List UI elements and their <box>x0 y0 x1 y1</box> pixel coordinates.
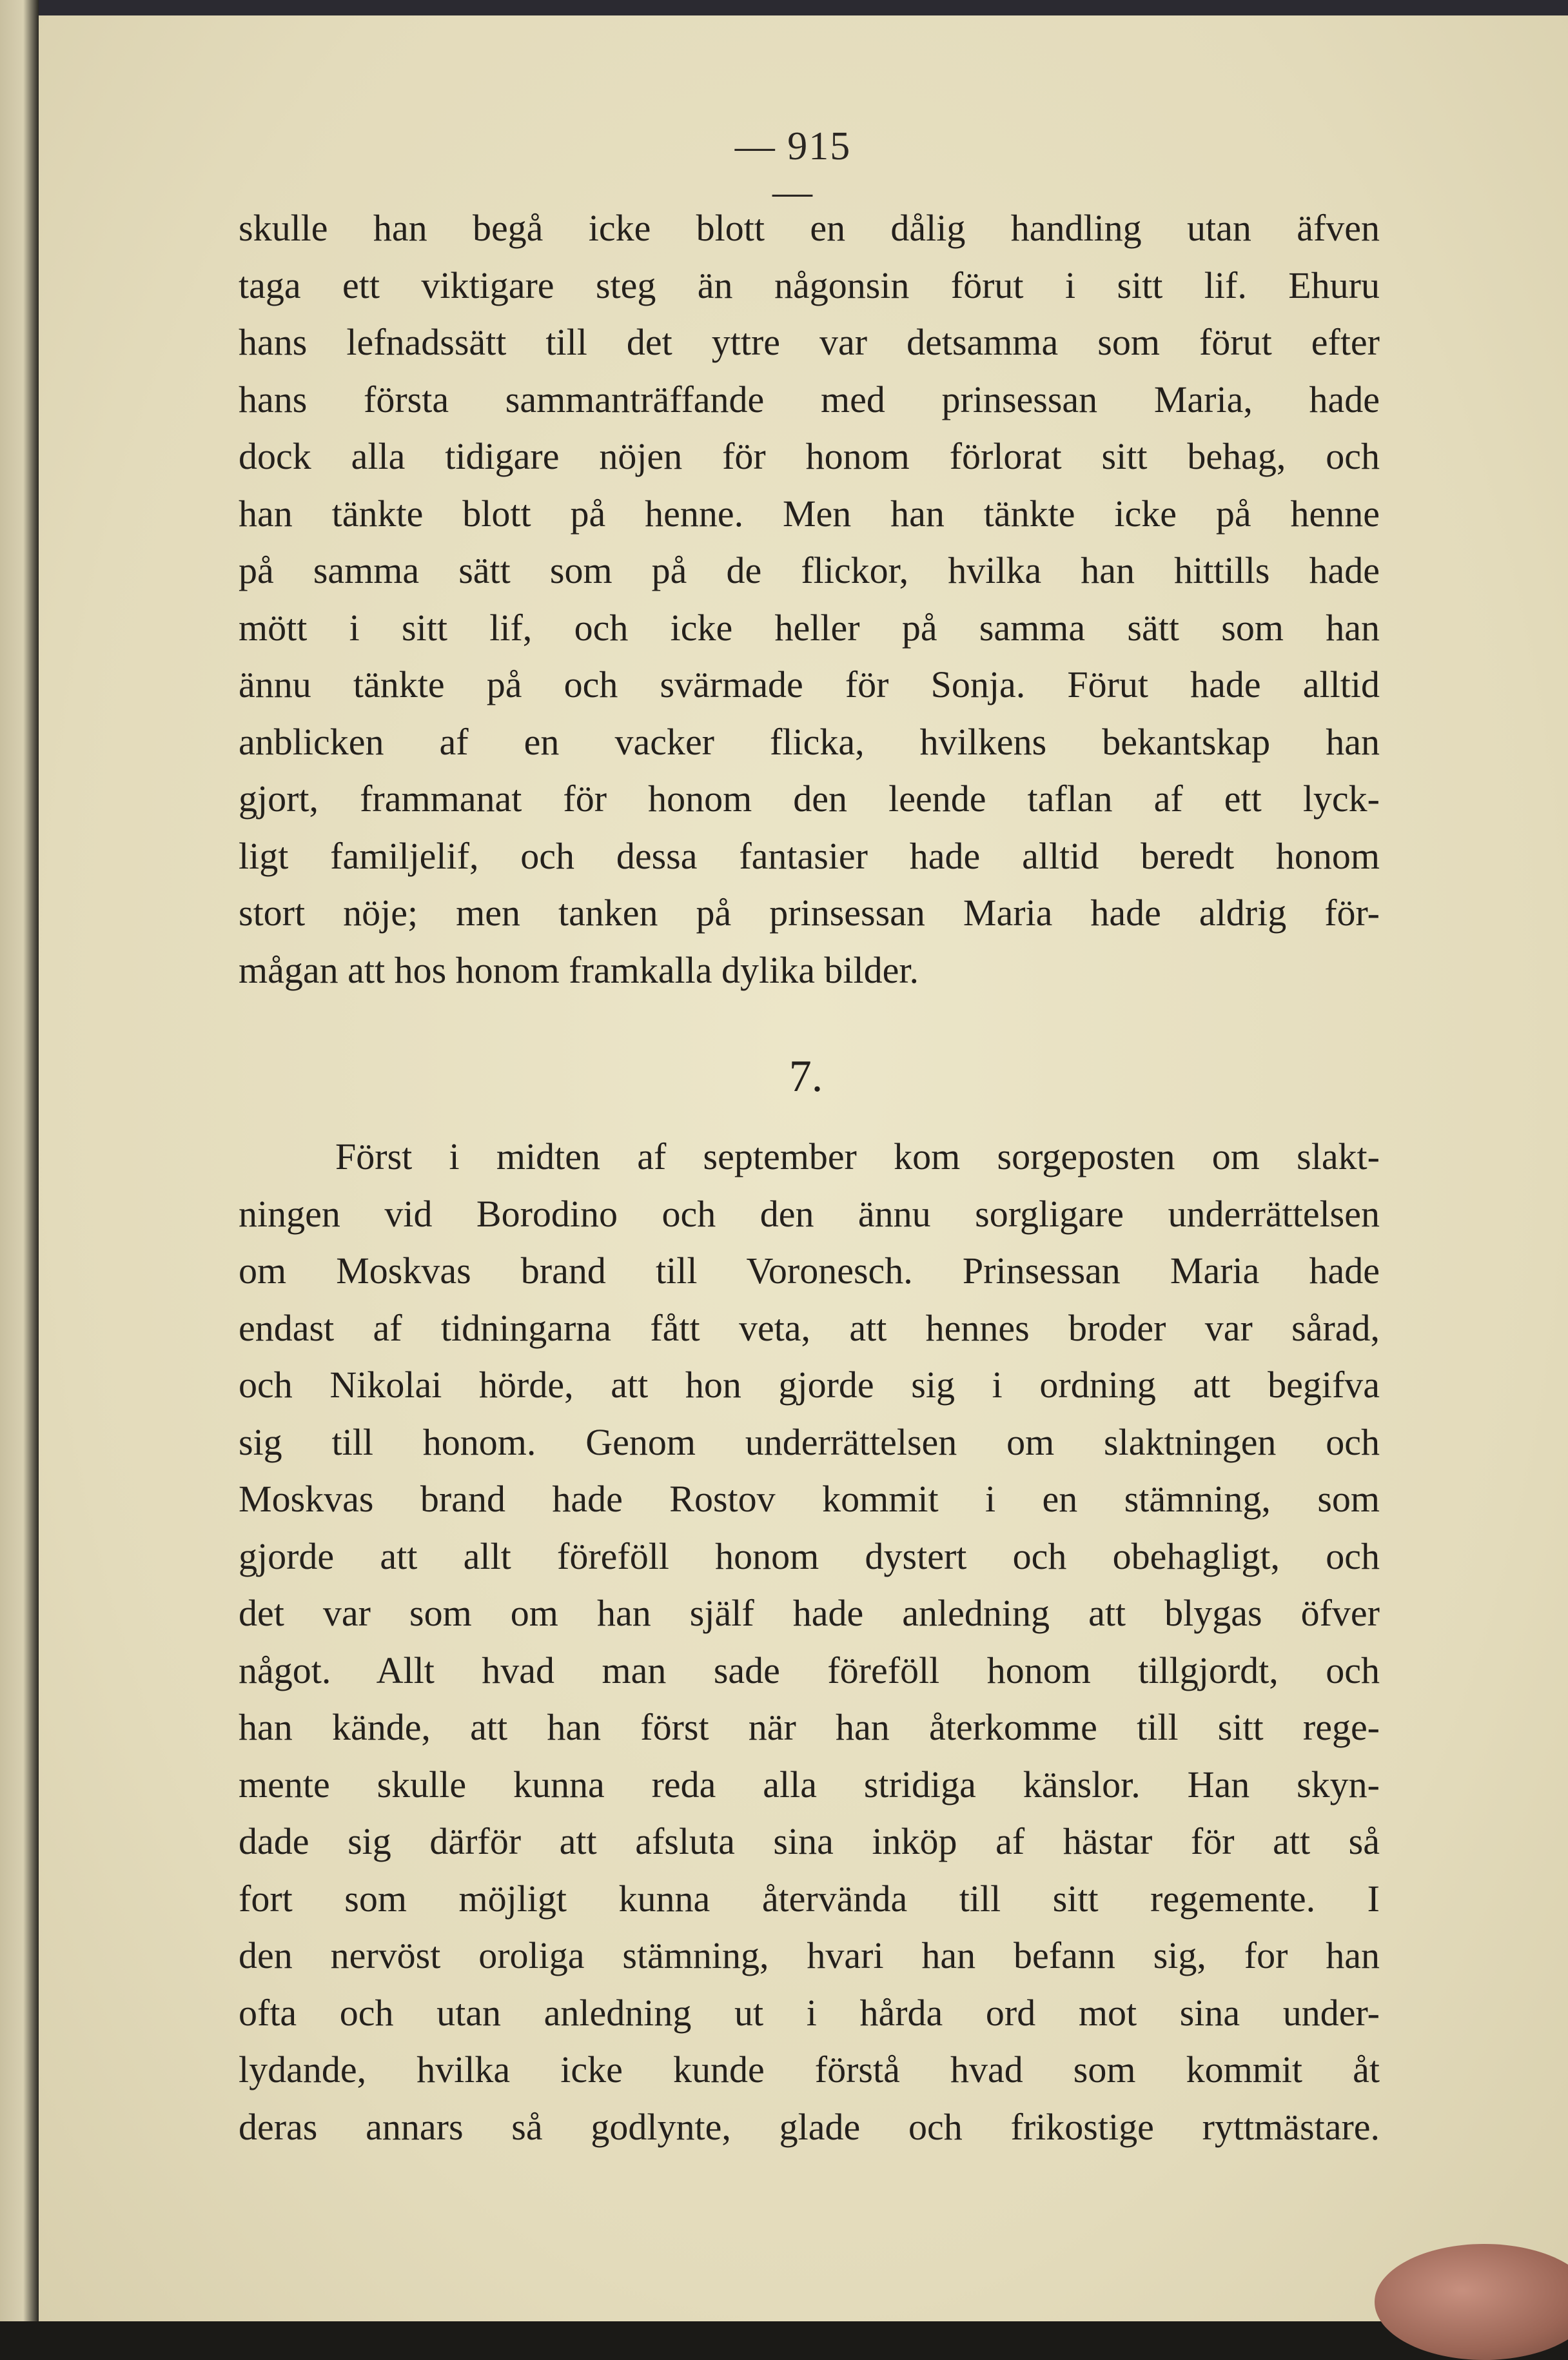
text-line: Moskvas brand hade Rostov kommit i en stämning, som <box>239 1478 1380 1520</box>
text-line: han tänkte blott på henne. Men han tänkte icke på henne <box>239 492 1380 535</box>
text-line: hans första sammanträffande med prinsessan Maria, hade <box>239 378 1380 420</box>
text-line: taga ett viktigare steg än någonsin förut i sitt lif. Ehuru <box>239 264 1380 306</box>
text-line: anblicken af en vacker flicka, hvilkens bekantskap han <box>239 720 1380 763</box>
text-line: dock alla tidigare nöjen för honom förlorat sitt behag, och <box>239 435 1380 477</box>
chapter-number: 7. <box>789 1052 823 1101</box>
text-line: fort som möjligt kunna återvända till sitt regemente. I <box>239 1877 1380 1920</box>
text-line: skulle han begå icke blott en dålig handling utan äfven <box>239 207 1380 249</box>
text-line: på samma sätt som på de flickor, hvilka han hittills hade <box>239 549 1380 591</box>
text-line: gjort, frammanat för honom den leende taflan af ett lyck- <box>239 778 1380 820</box>
text-line: sig till honom. Genom underrättelsen om slaktningen och <box>239 1421 1380 1463</box>
text-line: endast af tidningarna fått veta, att hennes broder var sårad, <box>239 1306 1380 1349</box>
text-line: Först i midten af september kom sorgeposten om slakt- <box>335 1136 1380 1177</box>
book-top-edge <box>0 0 1568 15</box>
text-line: mågan att hos honom framkalla dylika bilder. <box>239 949 919 991</box>
text-line: ligt familjelif, och dessa fantasier hade alltid beredt honom <box>239 834 1380 877</box>
text-line: ningen vid Borodino och den ännu sorgligare underrättelsen <box>239 1192 1380 1235</box>
text-line: mente skulle kunna reda alla stridiga känslor. Han skyn- <box>239 1763 1380 1805</box>
text-line: mött i sitt lif, och icke heller på samma sätt som han <box>239 606 1380 649</box>
text-line: dade sig därför att afsluta sina inköp af hästar för att så <box>239 1820 1380 1862</box>
text-line: det var som om han själf hade anledning att blygas öfver <box>239 1592 1380 1634</box>
text-line: lydande, hvilka icke kunde förstå hvad som kommit åt <box>239 2049 1380 2090</box>
text-line: hans lefnadssätt till det yttre var detsamma som förut efter <box>239 321 1380 363</box>
text-line: något. Allt hvad man sade föreföll honom tillgjordt, och <box>239 1649 1380 1691</box>
page-number: — 915 — <box>734 124 852 214</box>
text-line: stort nöje; men tanken på prinsessan Maria hade aldrig för- <box>239 892 1380 934</box>
text-line: ofta och utan anledning ut i hårda ord mot sina under- <box>239 1991 1380 2034</box>
paragraph-1 <box>239 200 1380 999</box>
text-line: deras annars så godlynte, glade och frikostige ryttmästare. <box>239 2105 1380 2148</box>
text-line: och Nikolai hörde, att hon gjorde sig i ordning att begifva <box>239 1364 1380 1406</box>
book-spine-edge <box>0 0 39 2321</box>
text-line: han kände, att han först när han återkomme till sitt rege- <box>239 1706 1380 1748</box>
paragraph-2 <box>239 1128 1380 2156</box>
text-line: om Moskvas brand till Voronesch. Prinsessan Maria hade <box>239 1250 1380 1292</box>
text-line: den nervöst oroliga stämning, hvari han befann sig, for han <box>239 1934 1380 1976</box>
text-line: gjorde att allt föreföll honom dystert och obehagligt, och <box>239 1535 1380 1577</box>
text-line: ännu tänkte på och svärmade för Sonja. Förut hade alltid <box>239 664 1380 705</box>
